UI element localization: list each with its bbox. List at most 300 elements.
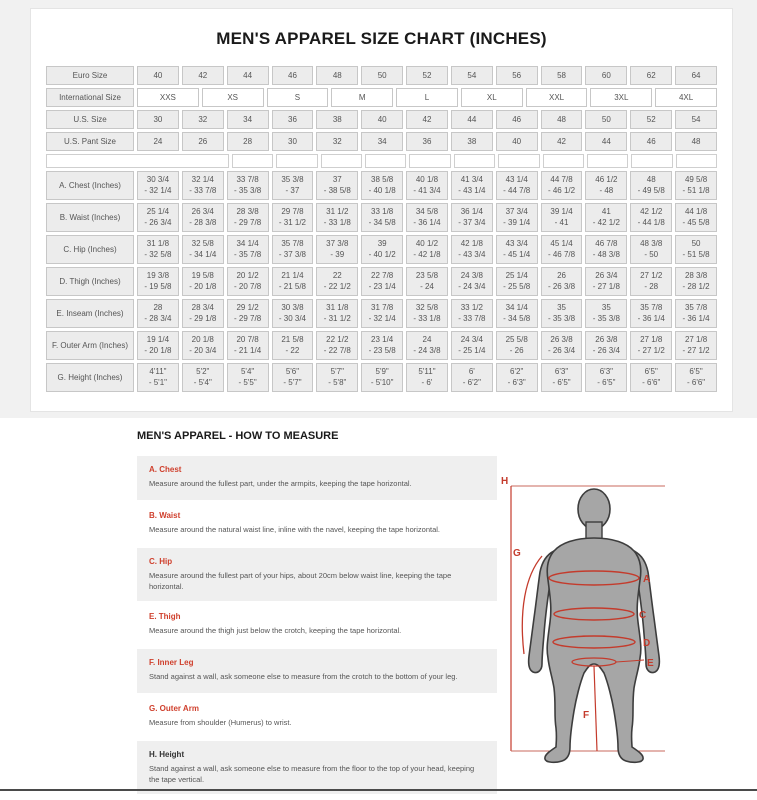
- range-min: 35: [601, 302, 611, 312]
- table-cell: [541, 299, 583, 328]
- range-max: - 5'10": [370, 377, 394, 387]
- table-cell: 4XL: [655, 88, 717, 107]
- table-cell: [541, 171, 583, 200]
- size-entry-box[interactable]: [498, 154, 539, 168]
- size-entry-box[interactable]: [409, 154, 450, 168]
- range-max: - 29 7/8: [234, 217, 262, 227]
- range-max: - 26 3/4: [144, 217, 172, 227]
- table-cell: 30: [272, 132, 314, 151]
- table-cell: [227, 203, 269, 232]
- range-max: - 22 1/2: [323, 281, 351, 291]
- size-chart-table: [46, 66, 717, 392]
- table-cell: [451, 299, 493, 328]
- table-cell: [630, 331, 672, 360]
- row-label: Euro Size: [46, 66, 134, 85]
- range-min: 20 7/8: [236, 334, 259, 344]
- range-min: 26 3/8: [595, 334, 618, 344]
- table-cell: [496, 299, 538, 328]
- size-entry-box[interactable]: [321, 154, 362, 168]
- table-cell: [272, 299, 314, 328]
- range-max: - 32 1/4: [368, 313, 396, 323]
- range-max: - 37: [285, 185, 300, 195]
- table-row-international-size: [46, 88, 717, 107]
- range-min: 27 1/8: [684, 334, 708, 344]
- range-max: - 44 7/8: [503, 185, 531, 195]
- table-cell: [496, 235, 538, 264]
- range-max: - 35 7/8: [234, 249, 262, 259]
- measure-section: [137, 603, 497, 647]
- figure-label-C: C: [639, 610, 647, 621]
- range-max: - 29 1/8: [189, 313, 217, 323]
- range-min: 31 7/8: [371, 302, 394, 312]
- range-min: 48 3/8: [640, 238, 663, 248]
- range-min: 50: [691, 238, 701, 248]
- measure-section-heading: A. Chest: [149, 465, 182, 474]
- range-max: - 36 1/4: [637, 313, 665, 323]
- table-cell: [272, 331, 314, 360]
- table-cell: 30: [137, 110, 179, 129]
- range-max: - 33 1/8: [323, 217, 351, 227]
- range-max: - 20 7/8: [234, 281, 262, 291]
- range-max: - 34 5/8: [503, 313, 531, 323]
- table-cell: [630, 235, 672, 264]
- range-min: 21 5/8: [281, 334, 304, 344]
- table-cell: [406, 331, 448, 360]
- range-min: 23 1/4: [371, 334, 394, 344]
- row-label: E. Inseam (Inches): [46, 299, 134, 328]
- range-min: 27 1/2: [640, 270, 663, 280]
- range-min: 24 3/8: [460, 270, 483, 280]
- range-max: - 6': [421, 377, 433, 387]
- range-max: - 21 5/8: [278, 281, 307, 291]
- size-entry-box[interactable]: [46, 154, 229, 168]
- measure-section-text: Stand against a wall, ask someone else to measure from the crotch to the bottom of your leg.: [149, 672, 458, 681]
- size-entry-box[interactable]: [276, 154, 317, 168]
- range-max: - 32 5/8: [144, 249, 172, 259]
- range-max: - 37 3/8: [278, 249, 307, 259]
- range-min: 33 7/8: [236, 174, 259, 184]
- measure-section-text: Measure around the thigh just below the crotch, keeping the tape horizontal.: [149, 626, 402, 635]
- table-cell: [675, 171, 717, 200]
- range-min: 28 3/8: [236, 206, 259, 216]
- table-cell: [630, 171, 672, 200]
- range-min: 31 1/8: [146, 238, 170, 248]
- measure-section-text: Measure around the fullest part of your hips, about 20cm below waist line, keeping the tape horizontal.: [149, 571, 452, 591]
- row-label: B. Waist (Inches): [46, 203, 134, 232]
- measure-section-text: Measure around the fullest part, under the armpits, keeping the tape horizontal.: [149, 479, 412, 488]
- range-min: 21 1/4: [281, 270, 304, 280]
- range-min: 26 3/8: [550, 334, 573, 344]
- row-label: A. Chest (Inches): [46, 171, 134, 200]
- figure-label-G: G: [513, 548, 521, 559]
- table-cell: [361, 363, 403, 392]
- row-label: U.S. Pant Size: [46, 132, 134, 151]
- size-entry-box[interactable]: [676, 154, 717, 168]
- size-entry-box[interactable]: [365, 154, 406, 168]
- table-cell: [675, 267, 717, 296]
- range-max: - 21 1/4: [234, 345, 262, 355]
- table-cell: [585, 267, 627, 296]
- range-max: - 48: [599, 185, 614, 195]
- table-cell: 32: [182, 110, 224, 129]
- range-max: - 24 3/4: [458, 281, 486, 291]
- range-max: - 27 1/2: [682, 345, 710, 355]
- range-max: - 33 1/8: [413, 313, 441, 323]
- table-cell: [182, 235, 224, 264]
- measure-section: [137, 695, 497, 739]
- range-max: - 6'5": [552, 377, 571, 387]
- range-min: 5'2": [196, 366, 210, 376]
- range-min: 28 3/4: [191, 302, 214, 312]
- range-max: - 38 5/8: [323, 185, 351, 195]
- table-cell: [585, 331, 627, 360]
- table-cell: [541, 203, 583, 232]
- table-cell: 54: [451, 66, 493, 85]
- range-max: - 41 3/4: [413, 185, 441, 195]
- table-cell: [361, 235, 403, 264]
- table-cell: [406, 363, 448, 392]
- range-min: 41 3/4: [460, 174, 483, 184]
- table-cell: [137, 267, 179, 296]
- range-min: 29 7/8: [281, 206, 304, 216]
- table-cell: [137, 203, 179, 232]
- range-max: - 6'5": [597, 377, 616, 387]
- table-cell: [585, 171, 627, 200]
- range-min: 30 3/8: [281, 302, 304, 312]
- range-min: 6'3": [599, 366, 613, 376]
- range-min: 27 1/8: [640, 334, 663, 344]
- table-cell: [182, 363, 224, 392]
- range-min: 33 1/2: [460, 302, 483, 312]
- range-max: - 5'1": [148, 377, 167, 387]
- table-cell: XL: [461, 88, 523, 107]
- range-min: 40 1/8: [415, 174, 439, 184]
- range-min: 36 1/4: [460, 206, 483, 216]
- table-row-outer-arm: [46, 331, 717, 360]
- range-min: 45 1/4: [550, 238, 573, 248]
- range-min: 32 1/4: [191, 174, 214, 184]
- size-entry-box[interactable]: [454, 154, 495, 168]
- table-cell: [316, 171, 358, 200]
- table-cell: 46: [630, 132, 672, 151]
- figure-label-D: D: [643, 638, 651, 649]
- range-min: 28 3/8: [684, 270, 708, 280]
- range-min: 28: [153, 302, 163, 312]
- range-max: - 33 7/8: [189, 185, 217, 195]
- range-max: - 50: [644, 249, 659, 259]
- range-max: - 24 3/8: [413, 345, 441, 355]
- range-max: - 20 3/4: [189, 345, 217, 355]
- range-min: 37 3/8: [326, 238, 349, 248]
- range-max: - 32 1/4: [144, 185, 172, 195]
- row-label: G. Height (Inches): [46, 363, 134, 392]
- table-cell: 46: [496, 110, 538, 129]
- range-max: - 34 1/4: [189, 249, 217, 259]
- range-min: 26 3/4: [191, 206, 214, 216]
- size-entry-box[interactable]: [232, 154, 273, 168]
- measure-section: [137, 741, 497, 794]
- table-row-height: [46, 363, 717, 392]
- figure-label-E: E: [647, 658, 654, 669]
- range-max: - 6'6": [686, 377, 706, 387]
- range-max: - 51 5/8: [682, 249, 710, 259]
- range-max: - 26 3/4: [592, 345, 620, 355]
- table-cell: 56: [496, 66, 538, 85]
- range-min: 39: [377, 238, 387, 248]
- table-cell: [227, 363, 269, 392]
- table-cell: [316, 203, 358, 232]
- table-cell: [496, 267, 538, 296]
- table-cell: 24: [137, 132, 179, 151]
- table-cell: 52: [630, 110, 672, 129]
- table-cell: 42: [541, 132, 583, 151]
- table-cell: [630, 203, 672, 232]
- range-min: 42 1/2: [640, 206, 663, 216]
- table-cell: [361, 267, 403, 296]
- table-cell: 60: [585, 66, 627, 85]
- range-min: 19 5/8: [191, 270, 214, 280]
- range-max: - 37 3/4: [458, 217, 486, 227]
- table-cell: 44: [585, 132, 627, 151]
- range-max: - 27 1/2: [637, 345, 665, 355]
- measure-section-heading: C. Hip: [149, 557, 173, 566]
- row-label: C. Hip (Inches): [46, 235, 134, 264]
- size-entry-box[interactable]: [543, 154, 584, 168]
- range-min: 4'11": [149, 366, 167, 376]
- range-min: 24 3/4: [460, 334, 483, 344]
- table-cell: [227, 331, 269, 360]
- range-min: 29 1/2: [236, 302, 259, 312]
- range-min: 19 1/4: [146, 334, 170, 344]
- table-row-hip: [46, 235, 717, 264]
- table-cell: [227, 235, 269, 264]
- size-entry-box[interactable]: [587, 154, 628, 168]
- measure-section-heading: E. Thigh: [149, 612, 181, 621]
- table-cell: 50: [361, 66, 403, 85]
- measure-instructions-column: [137, 456, 497, 796]
- table-row-thigh: [46, 267, 717, 296]
- range-min: 40 1/2: [415, 238, 439, 248]
- table-cell: 3XL: [590, 88, 652, 107]
- range-min: 35 7/8: [281, 238, 304, 248]
- range-max: - 5'5": [238, 377, 257, 387]
- table-cell: [496, 171, 538, 200]
- range-max: - 39 1/4: [503, 217, 531, 227]
- table-cell: [406, 235, 448, 264]
- row-label: D. Thigh (Inches): [46, 267, 134, 296]
- size-entry-box[interactable]: [631, 154, 672, 168]
- range-min: 22 7/8: [371, 270, 394, 280]
- range-min: 5'9": [375, 366, 389, 376]
- table-cell: [675, 235, 717, 264]
- range-max: - 23 1/4: [368, 281, 396, 291]
- range-min: 46 1/2: [595, 174, 618, 184]
- range-max: - 26 3/8: [547, 281, 576, 291]
- range-max: - 26: [509, 345, 524, 355]
- range-min: 42 1/8: [460, 238, 483, 248]
- range-max: - 28 1/2: [682, 281, 710, 291]
- table-cell: 36: [272, 110, 314, 129]
- table-cell: [272, 363, 314, 392]
- table-cell: 46: [272, 66, 314, 85]
- range-max: - 25 1/4: [458, 345, 486, 355]
- measure-section: [137, 548, 497, 601]
- table-cell: 40: [496, 132, 538, 151]
- table-cell: [137, 331, 179, 360]
- table-cell: [451, 267, 493, 296]
- range-max: - 6'2": [462, 377, 481, 387]
- range-max: - 35 3/8: [234, 185, 262, 195]
- table-cell: [316, 363, 358, 392]
- range-min: 44 1/8: [684, 206, 708, 216]
- table-cell: [675, 203, 717, 232]
- table-cell: [496, 331, 538, 360]
- table-row-us-pant-size: [46, 132, 717, 151]
- table-cell: 40: [137, 66, 179, 85]
- range-max: - 36 1/4: [682, 313, 710, 323]
- figure-label-H: H: [501, 476, 509, 487]
- range-min: 31 1/8: [326, 302, 349, 312]
- range-min: 30 3/4: [146, 174, 170, 184]
- measure-section: [137, 456, 497, 500]
- table-row-us-size: [46, 110, 717, 129]
- measure-section-heading: F. Inner Leg: [149, 658, 194, 667]
- table-cell: 34: [227, 110, 269, 129]
- table-cell: [541, 363, 583, 392]
- range-max: - 23 5/8: [368, 345, 396, 355]
- table-cell: [451, 331, 493, 360]
- range-min: 34 1/4: [505, 302, 528, 312]
- table-cell: [182, 331, 224, 360]
- table-cell: [406, 299, 448, 328]
- table-cell: 36: [406, 132, 448, 151]
- table-row-inseam: [46, 299, 717, 328]
- range-min: 26: [557, 270, 566, 280]
- range-max: - 6'3": [507, 377, 526, 387]
- range-max: - 5'8": [328, 377, 347, 387]
- table-cell: [541, 235, 583, 264]
- range-min: 35: [557, 302, 566, 312]
- range-min: 38 5/8: [371, 174, 394, 184]
- range-max: - 40 1/2: [368, 249, 396, 259]
- how-to-measure-section: [137, 430, 667, 796]
- how-to-measure-title: MEN'S APPAREL - HOW TO MEASURE: [137, 430, 339, 442]
- table-cell: [272, 235, 314, 264]
- table-cell: [451, 363, 493, 392]
- measure-section: [137, 649, 497, 693]
- measure-section-text: Measure around the natural waist line, inline with the navel, keeping the tape horizontal.: [149, 525, 441, 534]
- range-max: - 28 3/4: [144, 313, 172, 323]
- table-cell: [630, 299, 672, 328]
- range-max: - 28 3/8: [189, 217, 217, 227]
- table-cell: [541, 331, 583, 360]
- table-cell: [406, 203, 448, 232]
- range-min: 24: [422, 334, 432, 344]
- range-min: 49 5/8: [684, 174, 708, 184]
- range-max: - 22: [285, 345, 300, 355]
- range-max: - 28: [644, 281, 659, 291]
- range-min: 5'6": [285, 366, 300, 376]
- range-max: - 34 5/8: [368, 217, 396, 227]
- table-cell: [361, 331, 403, 360]
- table-cell: 44: [227, 66, 269, 85]
- table-cell: 54: [675, 110, 717, 129]
- range-min: 34 5/8: [415, 206, 439, 216]
- range-max: - 33 7/8: [458, 313, 486, 323]
- range-min: 43 1/4: [505, 174, 528, 184]
- range-min: 44 7/8: [550, 174, 573, 184]
- table-cell: [585, 363, 627, 392]
- table-cell: [406, 171, 448, 200]
- range-min: 37 3/4: [505, 206, 528, 216]
- table-cell: [316, 267, 358, 296]
- range-min: 19 3/8: [146, 270, 170, 280]
- table-cell: [361, 299, 403, 328]
- figure-label-A: A: [643, 574, 651, 585]
- range-min: 22: [332, 270, 342, 280]
- range-max: - 31 1/2: [278, 217, 307, 227]
- range-min: 6'3": [554, 366, 569, 376]
- range-min: 31 1/2: [326, 206, 349, 216]
- table-cell: [227, 299, 269, 328]
- table-cell: [675, 299, 717, 328]
- row-label: International Size: [46, 88, 134, 107]
- table-cell: [316, 235, 358, 264]
- size-chart-panel: [30, 8, 733, 412]
- table-cell: M: [331, 88, 393, 107]
- table-cell: 42: [182, 66, 224, 85]
- bottom-divider: [0, 789, 757, 791]
- table-cell: [585, 203, 627, 232]
- table-cell: 58: [541, 66, 583, 85]
- table-cell: 34: [361, 132, 403, 151]
- range-min: 23 5/8: [415, 270, 439, 280]
- range-max: - 43 3/4: [458, 249, 486, 259]
- table-cell: [361, 203, 403, 232]
- table-cell: [182, 299, 224, 328]
- range-max: - 51 1/8: [682, 185, 710, 195]
- measure-section-heading: G. Outer Arm: [149, 704, 199, 713]
- measure-section-text: Stand against a wall, ask someone else to measure from the floor to the top of your head, keeping the tape vertical.: [149, 764, 475, 784]
- range-min: 48: [646, 174, 656, 184]
- table-cell: 42: [406, 110, 448, 129]
- table-cell: [137, 363, 179, 392]
- range-max: - 20 1/8: [189, 281, 217, 291]
- table-cell: 32: [316, 132, 358, 151]
- range-max: - 45 5/8: [682, 217, 710, 227]
- table-cell: [406, 267, 448, 296]
- table-cell: 64: [675, 66, 717, 85]
- figure-label-F: F: [583, 710, 590, 721]
- range-max: - 39: [330, 249, 345, 259]
- range-min: 5'7": [330, 366, 344, 376]
- table-cell: 50: [585, 110, 627, 129]
- range-min: 25 1/4: [146, 206, 170, 216]
- range-max: - 31 1/2: [323, 313, 351, 323]
- table-cell: [451, 203, 493, 232]
- range-min: 32 5/8: [191, 238, 214, 248]
- table-cell: 48: [541, 110, 583, 129]
- range-max: - 46 7/8: [547, 249, 576, 259]
- range-max: - 49 5/8: [637, 185, 665, 195]
- row-label: U.S. Size: [46, 110, 134, 129]
- table-cell: [272, 203, 314, 232]
- table-cell: [585, 299, 627, 328]
- table-row-waist: [46, 203, 717, 232]
- range-min: 6': [468, 366, 475, 376]
- table-cell: 48: [675, 132, 717, 151]
- table-cell: 48: [316, 66, 358, 85]
